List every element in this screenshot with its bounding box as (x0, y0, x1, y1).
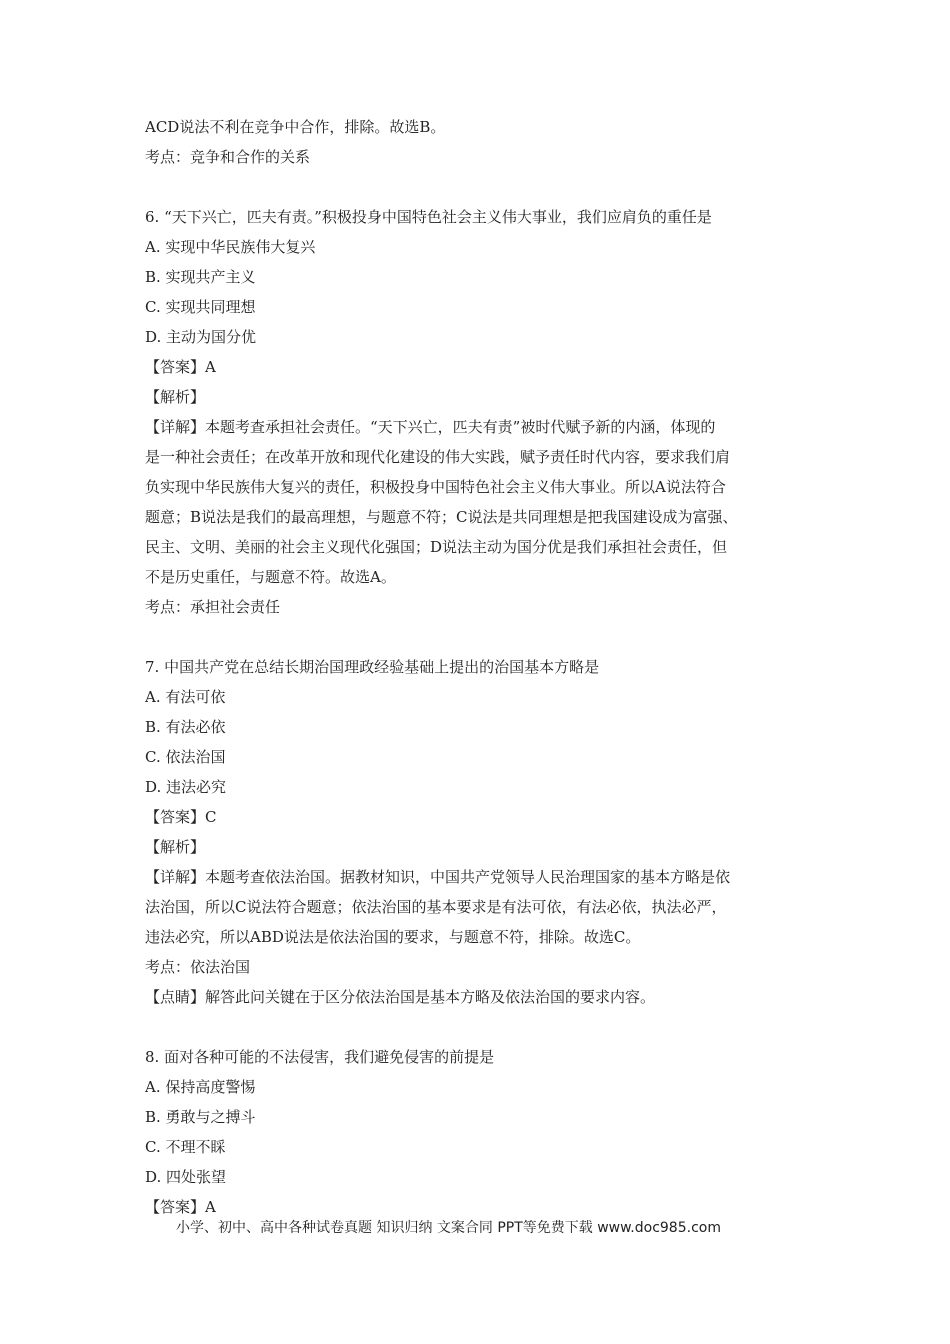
q6-detail-line: 题意；B说法是我们的最高理想，与题意不符；C说法是共同理想是把我国建设成为富强、 (145, 508, 738, 526)
q7-answer: 【答案】C (145, 808, 217, 826)
q7-detail-line: 违法必究，所以ABD说法是依法治国的要求，与题意不符，排除。故选C。 (145, 928, 641, 946)
q7-option-d: D. 违法必究 (145, 778, 227, 796)
q6-detail-line: 不是历史重任，与题意不符。故选A。 (145, 568, 396, 586)
q6-answer: 【答案】A (145, 358, 216, 376)
q6-jiexi: 【解析】 (145, 388, 206, 406)
q6-detail-line: 负实现中华民族伟大复兴的责任，积极投身中国特色社会主义伟大事业。所以A说法符合 (145, 478, 726, 496)
q8-option-b: B. 勇敢与之搏斗 (145, 1108, 256, 1126)
q8-stem: 8. 面对各种可能的不法侵害，我们避免侵害的前提是 (145, 1048, 495, 1066)
q7-option-b: B. 有法必依 (145, 718, 226, 736)
q8-option-d: D. 四处张望 (145, 1168, 227, 1186)
q6-detail-line: 是一种社会责任；在改革开放和现代化建设的伟大实践，赋予责任时代内容，要求我们肩 (145, 448, 731, 466)
q6-detail-line: 民主、文明、美丽的社会主义现代化强国；D说法主动为国分优是我们承担社会责任，但 (145, 538, 728, 556)
q7-detail-line: 【详解】本题考查依法治国。据教材知识，中国共产党领导人民治理国家的基本方略是依 (145, 868, 731, 886)
page-footer: 小学、初中、高中各种试卷真题 知识归纳 文案合同 PPT等免费下载 www.doc985.com (176, 1220, 721, 1236)
q6-option-d: D. 主动为国分优 (145, 328, 257, 346)
q7-detail-line: 法治国，所以C说法符合题意；依法治国的基本要求是有法可依，有法必依，执法必严， (145, 898, 727, 916)
document-body (145, 112, 815, 1222)
q7-option-c: C. 依法治国 (145, 748, 226, 766)
q6-option-b: B. 实现共产主义 (145, 268, 256, 286)
q6-kaodian: 考点：承担社会责任 (145, 598, 281, 616)
q7-stem: 7. 中国共产党在总结长期治国理政经验基础上提出的治国基本方略是 (145, 658, 600, 676)
prev-explanation-tail: ACD说法不利在竞争中合作，排除。故选B。 (145, 118, 446, 136)
prev-kaodian: 考点：竞争和合作的关系 (145, 148, 311, 166)
q8-option-a: A. 保持高度警惕 (145, 1078, 256, 1096)
q6-option-c: C. 实现共同理想 (145, 298, 256, 316)
q7-option-a: A. 有法可依 (145, 688, 226, 706)
q7-dianjing: 【点睛】解答此问关键在于区分依法治国是基本方略及依法治国的要求内容。 (145, 988, 656, 1006)
q7-kaodian: 考点：依法治国 (145, 958, 251, 976)
q6-stem: 6. “天下兴亡，匹夫有责。”积极投身中国特色社会主义伟大事业，我们应肩负的重任是 (145, 208, 712, 226)
q6-option-a: A. 实现中华民族伟大复兴 (145, 238, 316, 256)
q7-jiexi: 【解析】 (145, 838, 206, 856)
q8-answer: 【答案】A (145, 1198, 216, 1216)
q8-option-c: C. 不理不睬 (145, 1138, 226, 1156)
q6-detail-line: 【详解】本题考查承担社会责任。“天下兴亡，匹夫有责”被时代赋予新的内涵，体现的 (145, 418, 716, 436)
